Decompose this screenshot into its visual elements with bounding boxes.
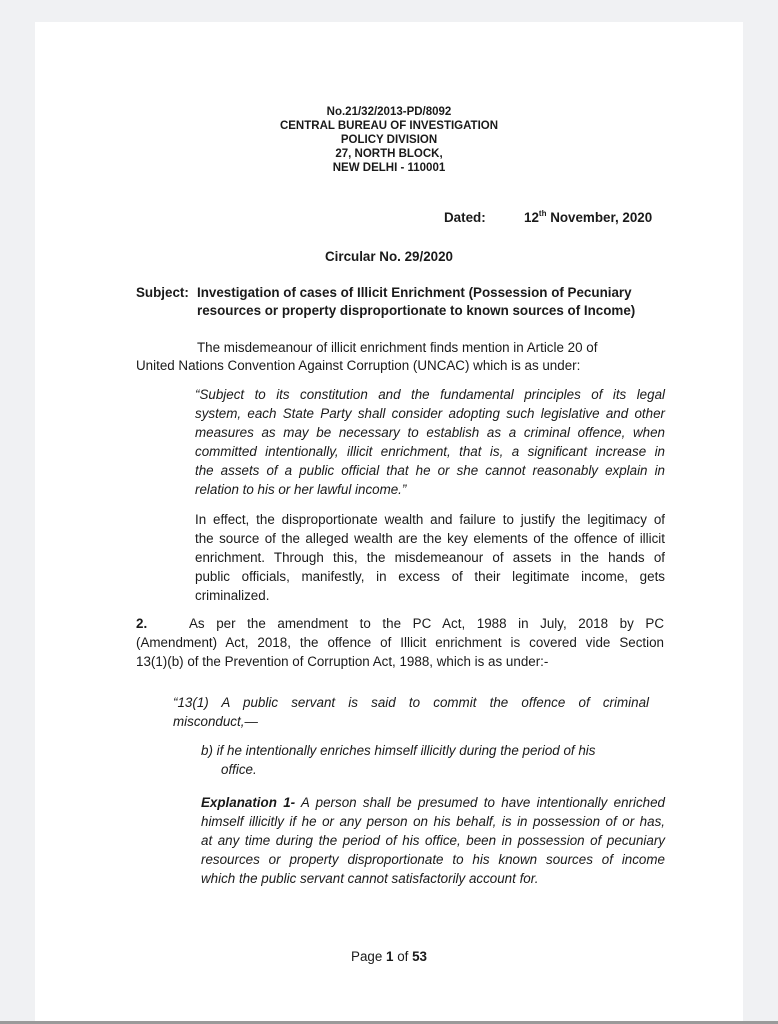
date-day: 12 [524, 210, 539, 225]
date-rest: November, 2020 [546, 210, 653, 225]
of-word: of [393, 949, 413, 964]
intro-line-2: United Nations Convention Against Corruption (UNCAC) which is as under: [136, 358, 581, 373]
address-line-1: 27, NORTH BLOCK, [335, 148, 443, 160]
uncac-quote [195, 385, 665, 499]
subject-label: Subject: [136, 285, 189, 300]
explanation-line: which the public servant cannot satisfactorily account for. [201, 871, 539, 886]
page-footer [35, 949, 743, 964]
paragraph-line: (Amendment) Act, 2018, the offence of Illicit enrichment is covered vide Section [136, 635, 664, 650]
paragraph-line: enrichment. Through this, the misdemeanour of assets in the hands of [195, 550, 665, 565]
paragraph-line: In effect, the disproportionate wealth and failure to justify the legitimacy of [195, 512, 665, 527]
paragraph-line: 13(1)(b) of the Prevention of Corruption Act, 1988, which is as under:- [136, 654, 549, 669]
dated-value [524, 210, 652, 225]
paragraph-number: 2. [136, 616, 148, 631]
page-number: 1 [386, 949, 394, 964]
effect-paragraph [195, 510, 665, 605]
quote-line: the assets of a public official that he or she cannot reasonably explain in [195, 463, 665, 478]
intro-line-1: The misdemeanour of illicit enrichment finds mention in Article 20 of [197, 340, 598, 355]
paragraph-line: public officials, manifestly, in excess of their legitimate income, gets [195, 569, 665, 584]
page-total: 53 [412, 949, 427, 964]
circular-number: Circular No. 29/2020 [324, 249, 454, 264]
paragraph-2 [136, 614, 664, 671]
quote-line: “13(1) A public servant is said to commit the offence of criminal [173, 695, 649, 710]
clause-b-line-2: office. [221, 762, 257, 777]
quote-line: measures as may be necessary to establish as a criminal offence, when [195, 425, 665, 440]
explanation-line: at any time during the period of his office, been in possession of pecuniary [201, 833, 665, 848]
explanation-line: himself illicitly if he or any person on his behalf, is in possession of or has, [201, 814, 665, 829]
subject-line-1: Investigation of cases of Illicit Enrichment (Possession of Pecuniary [197, 285, 632, 300]
quote-line: misconduct,— [173, 714, 258, 729]
paragraph-line: the source of the alleged wealth are the key elements of the offence of illicit [195, 531, 665, 546]
paragraph-line: As per the amendment to the PC Act, 1988 in July, 2018 by PC [189, 616, 664, 631]
explanation-block [201, 793, 665, 888]
explanation-text: A person shall be presumed to have intentionally enriched [295, 795, 665, 810]
date-suffix: th [538, 209, 547, 218]
explanation-line: resources or property disproportionate to his known sources of income [201, 852, 665, 867]
paragraph-line: criminalized. [195, 588, 270, 603]
quote-line: “Subject to its constitution and the fundamental principles of its legal [195, 387, 665, 402]
subject-line-2: resources or property disproportionate to known sources of Income) [197, 303, 636, 318]
division-name: POLICY DIVISION [340, 134, 438, 146]
document-page [35, 22, 743, 1021]
explanation-line [201, 793, 665, 812]
reference-number: No.21/32/2013-PD/8092 [326, 106, 452, 118]
address-line-2: NEW DELHI - 110001 [332, 162, 446, 174]
page-word: Page [351, 949, 387, 964]
quote-line: system, each State Party shall consider adopting such legislative and other [195, 406, 665, 421]
organization-name: CENTRAL BUREAU OF INVESTIGATION [279, 120, 499, 132]
section-13-quote [173, 693, 649, 731]
quote-line: committed intentionally, illicit enrichment, that is, a significant increase in [195, 444, 665, 459]
clause-b-line-1: b) if he intentionally enriches himself illicitly during the period of his [201, 743, 596, 758]
dated-label: Dated: [444, 210, 486, 225]
quote-line: relation to his or her lawful income.” [195, 482, 407, 497]
explanation-label: Explanation 1- [201, 795, 296, 810]
